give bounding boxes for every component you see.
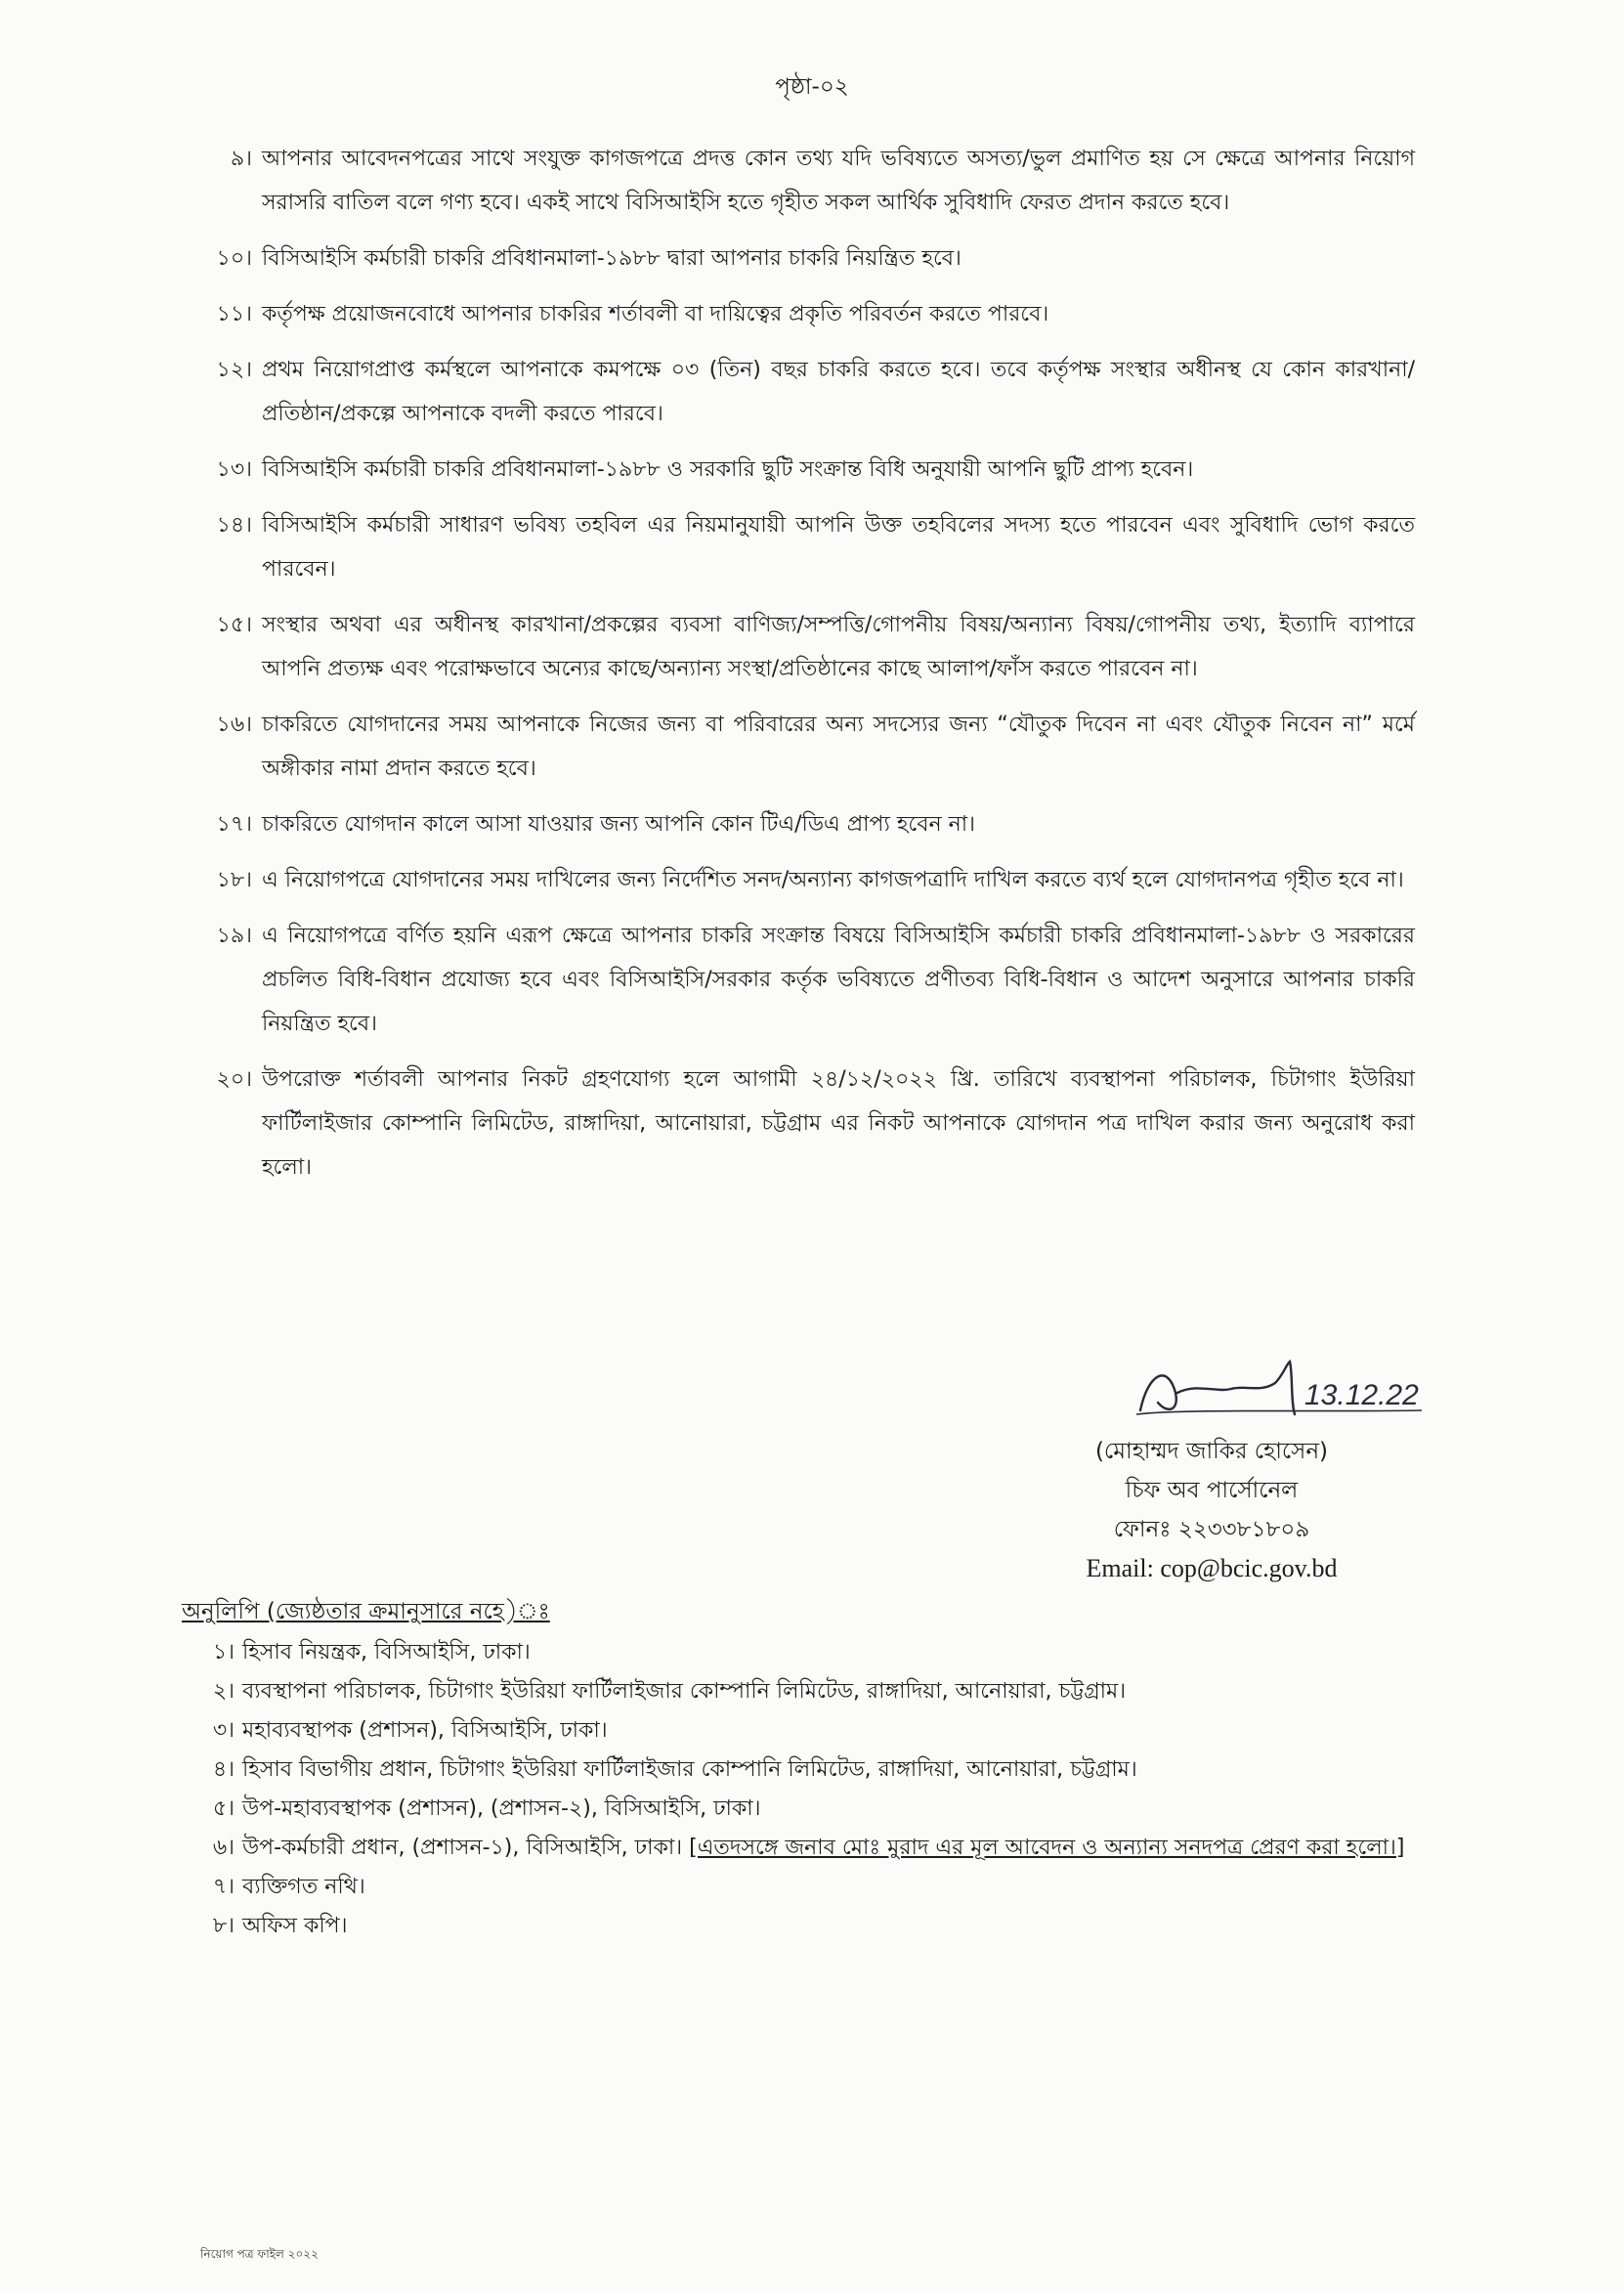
condition-item <box>182 858 1415 902</box>
condition-text: বিসিআইসি কর্মচারী চাকরি প্রবিধানমালা-১৯৮৮ ও সরকারি ছুটি সংক্রান্ত বিধি অনুযায়ী আপনি ছুটি প্রাপ্য হবেন। <box>262 457 1194 482</box>
condition-number: ১৪। <box>216 513 252 538</box>
signature-date: 13.12.22 <box>1304 1379 1419 1411</box>
copy-number: ৮। <box>212 1914 235 1938</box>
condition-text: চাকরিতে যোগদানের সময় আপনাকে নিজের জন্য বা পরিবারের অন্য সদস্যের জন্য “যৌতুক দিবেন না এবং যৌতুক নিবেন না” মর্মে অঙ্গীকার নামা প্রদান করতে হবে। <box>262 713 1415 781</box>
condition-number: ১৭। <box>216 812 252 837</box>
copy-number: ৪। <box>212 1757 235 1782</box>
copy-number: ৬। <box>212 1836 235 1860</box>
condition-number: ১১। <box>216 302 252 326</box>
copy-text: উপ-মহাব্যবস্থাপক (প্রশাসন), (প্রশাসন-২), বিসিআইসি, ঢাকা। <box>242 1796 761 1821</box>
condition-text: উপরোক্ত শর্তাবলী আপনার নিকট গ্রহণযোগ্য হলে আগামী ২৪/১২/২০২২ খ্রি. তারিখে ব্যবস্থাপনা পরিচালক, চিটাগাং ইউরিয়া ফার্টিলাইজার কোম্পানি লিমিটেড, রাঙ্গাদিয়া, আনোয়ারা, চট্টগ্রাম এর নিকট আপনাকে যোগদান পত্র দাখিল করার জন্য অনুরোধ করা হলো। <box>262 1067 1415 1180</box>
condition-item <box>182 448 1415 492</box>
copy-item <box>182 1712 1415 1750</box>
condition-item <box>182 914 1415 1046</box>
condition-text: বিসিআইসি কর্মচারী সাধারণ ভবিষ্য তহবিল এর নিয়মানুযায়ী আপনি উক্ত তহবিলের সদস্য হতে পারবেন এবং সুবিধাদি ভোগ করতে পারবেন। <box>262 513 1415 582</box>
condition-number: ১০। <box>216 246 252 271</box>
condition-item <box>182 292 1415 336</box>
conditions-list <box>182 137 1415 1201</box>
signatory-email: Email: cop@bcic.gov.bd <box>1086 1554 1338 1582</box>
condition-number: ১৩। <box>216 457 252 482</box>
copies-list <box>182 1634 1415 1947</box>
condition-text: আপনার আবেদনপত্রের সাথে সংযুক্ত কাগজপত্রে প্রদত্ত কোন তথ্য যদি ভবিষ্যতে অসত্য/ভুল প্রমাণিত হয় সে ক্ষেত্রে আপনার নিয়োগ সরাসরি বাতিল বলে গণ্য হবে। একই সাথে বিসিআইসি হতে গৃহীত সকল আর্থিক সুবিধাদি ফেরত প্রদান করতে হবে। <box>262 147 1415 215</box>
signatory-phone: ফোনঃ ২২৩৩৮১৮০৯ <box>1113 1517 1310 1542</box>
copy-item <box>182 1791 1415 1828</box>
copies-heading: অনুলিপি (জ্যেষ্ঠতার ক্রমানুসারে নহে)ঃ <box>182 1599 550 1624</box>
condition-number: ১৫। <box>216 613 252 637</box>
condition-number: ২০। <box>216 1067 252 1092</box>
condition-item <box>182 1058 1415 1189</box>
copy-number: ২। <box>212 1679 235 1704</box>
copy-number: ১। <box>212 1640 235 1665</box>
copy-number: ৭। <box>212 1875 235 1899</box>
page-number: পৃষ্ঠা-০২ <box>775 74 849 100</box>
copy-text: অফিস কপি। <box>242 1914 348 1938</box>
signatory-name: (মোহাম্মদ জাকির হোসেন) <box>1094 1439 1329 1464</box>
footer-file-note: নিয়োগ পত্র ফাইল ২০২২ <box>200 2247 319 2261</box>
copy-enclosure-note: [এতদসঙ্গে জনাব মোঃ মুরাদ এর মূল আবেদন ও অন্যান্য সনদপত্র প্রেরণ করা হলো।] <box>689 1836 1405 1860</box>
condition-item <box>182 802 1415 846</box>
copy-text-main: উপ-কর্মচারী প্রধান, (প্রশাসন-১), বিসিআইসি, ঢাকা। <box>242 1836 683 1860</box>
condition-item <box>182 348 1415 436</box>
signature-graphic <box>1129 1354 1441 1432</box>
copy-text <box>242 1830 1415 1867</box>
copy-item <box>182 1751 1415 1789</box>
copy-text: মহাব্যবস্থাপক (প্রশাসন), বিসিআইসি, ঢাকা। <box>242 1718 608 1743</box>
copy-item <box>182 1673 1415 1710</box>
condition-item <box>182 137 1415 225</box>
condition-text: চাকরিতে যোগদান কালে আসা যাওয়ার জন্য আপনি কোন টিএ/ডিএ প্রাপ্য হবেন না। <box>262 812 976 837</box>
condition-text: কর্তৃপক্ষ প্রয়োজনবোধে আপনার চাকরির শর্তাবলী বা দায়িত্বের প্রকৃতি পরিবর্তন করতে পারবে। <box>262 302 1049 326</box>
copy-item <box>182 1634 1415 1671</box>
condition-number: ১৬। <box>216 713 252 737</box>
condition-item <box>182 237 1415 281</box>
copy-item <box>182 1869 1415 1906</box>
condition-text: সংস্থার অথবা এর অধীনস্থ কারখানা/প্রকল্পের ব্যবসা বাণিজ্য/সম্পত্তি/গোপনীয় বিষয়/অন্যান্য বিষয়/গোপনীয় তথ্য, ইত্যাদি ব্যাপারে আপনি প্রত্যক্ষ এবং পরোক্ষভাবে অন্যের কাছে/অন্যান্য সংস্থা/প্রতিষ্ঠানের কাছে আলাপ/ফাঁস করতে পারবেন না। <box>262 613 1415 681</box>
copy-number: ৩। <box>212 1718 235 1743</box>
condition-number: ১৯। <box>216 924 252 948</box>
copy-text: ব্যক্তিগত নথি। <box>242 1875 365 1899</box>
condition-text: প্রথম নিয়োগপ্রাপ্ত কর্মস্থলে আপনাকে কমপক্ষে ০৩ (তিন) বছর চাকরি করতে হবে। তবে কর্তৃপক্ষ সংস্থার অধীনস্থ যে কোন কারখানা/প্রতিষ্ঠান/প্রকল্পে আপনাকে বদলী করতে পারবে। <box>262 358 1415 426</box>
condition-number: ১৮। <box>216 868 252 892</box>
copy-text: হিসাব বিভাগীয় প্রধান, চিটাগাং ইউরিয়া ফার্টিলাইজার কোম্পানি লিমিটেড, রাঙ্গাদিয়া, আনোয়ারা, চট্টগ্রাম। <box>242 1757 1137 1782</box>
copy-number: ৫। <box>212 1796 235 1821</box>
copy-text: হিসাব নিয়ন্ত্রক, বিসিআইসি, ঢাকা। <box>242 1640 531 1665</box>
condition-text: এ নিয়োগপত্রে যোগদানের সময় দাখিলের জন্য নির্দেশিত সনদ/অন্যান্য কাগজপত্রাদি দাখিল করতে ব্যর্থ হলে যোগদানপত্র গৃহীত হবে না। <box>262 868 1404 892</box>
condition-item <box>182 603 1415 691</box>
condition-item <box>182 503 1415 591</box>
copy-item <box>182 1830 1415 1867</box>
condition-text: এ নিয়োগপত্রে বর্ণিত হয়নি এরূপ ক্ষেত্রে আপনার চাকরি সংক্রান্ত বিষয়ে বিসিআইসি কর্মচারী চাকরি প্রবিধানমালা-১৯৮৮ ও সরকারের প্রচলিত বিধি-বিধান প্রযোজ্য হবে এবং বিসিআইসি/সরকার কর্তৃক ভবিষ্যতে প্রণীতব্য বিধি-বিধান ও আদেশ অনুসারে আপনার চাকরি নিয়ন্ত্রিত হবে। <box>262 924 1415 1036</box>
signature-block <box>1016 1432 1407 1588</box>
condition-item <box>182 703 1415 791</box>
condition-text: বিসিআইসি কর্মচারী চাকরি প্রবিধানমালা-১৯৮৮ দ্বারা আপনার চাকরি নিয়ন্ত্রিত হবে। <box>262 246 962 271</box>
copy-item <box>182 1908 1415 1945</box>
signatory-designation: চিফ অব পার্সোনেল <box>1125 1478 1299 1503</box>
copy-text: ব্যবস্থাপনা পরিচালক, চিটাগাং ইউরিয়া ফার্টিলাইজার কোম্পানি লিমিটেড, রাঙ্গাদিয়া, আনোয়ারা, চট্টগ্রাম। <box>242 1679 1127 1704</box>
condition-number: ১২। <box>216 358 252 382</box>
condition-number: ৯। <box>230 147 252 171</box>
